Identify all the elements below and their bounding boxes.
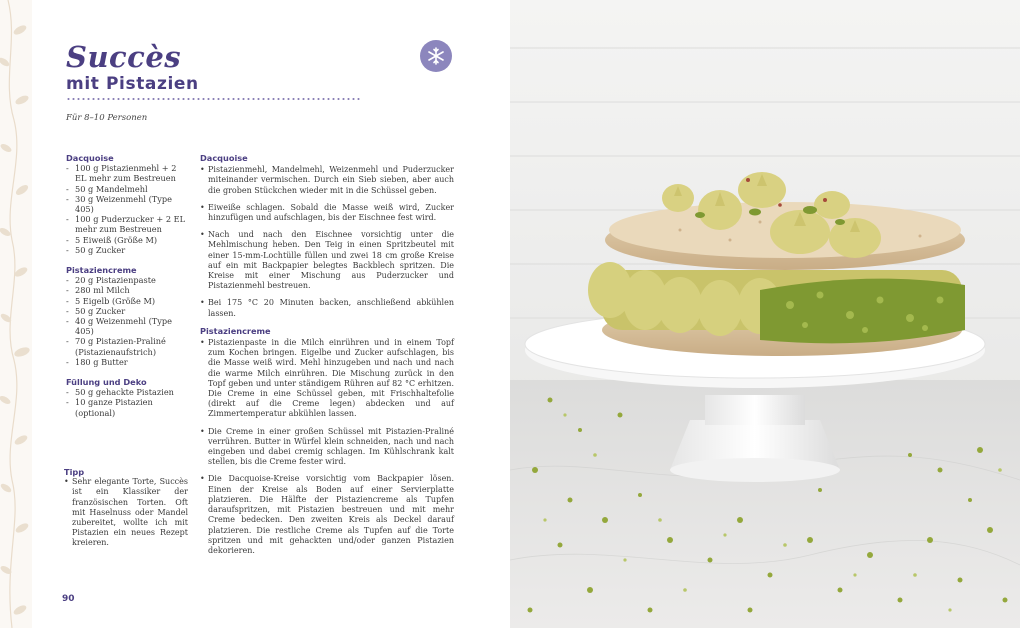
servings-note: Für 8–10 Personen (66, 113, 148, 123)
tip-box (64, 467, 188, 549)
recipe-subtitle: mit Pistazien (66, 74, 199, 94)
method-step: • Pistazienmehl, Mandelmehl, Weizenmehl und Puderzucker miteinander vermischen. Durch ein Sieb sieben, aber auch die groben Stückchen wieder mit in die Schüssel geben. (200, 165, 454, 196)
method-column (200, 153, 454, 563)
ingredient-item: - 50 g Zucker (66, 306, 190, 316)
ingredient-item: - 180 g Butter (66, 357, 190, 367)
ingredient-group (66, 377, 190, 418)
ingredient-group (66, 265, 190, 367)
ingredients-column (66, 153, 190, 428)
method-heading: Pistaziencreme (200, 325, 271, 336)
floral-border-decoration (0, 0, 32, 628)
ingredient-heading: Füllung und Deko (66, 377, 147, 388)
ingredient-item: - 40 g Weizenmehl (Type 405) (66, 316, 190, 336)
method-step: • Bei 175 °C 20 Minuten backen, anschließend abkühlen lassen. (200, 298, 454, 318)
method-heading: Dacquoise (200, 153, 248, 163)
ingredient-heading: Pistaziencreme (66, 265, 137, 276)
tip-heading: Tipp (64, 467, 85, 477)
ingredient-item: - 70 g Pistazien-Praliné (Pistazienaufstrich) (66, 336, 190, 356)
ingredient-item: - 10 ganze Pistazien (optional) (66, 397, 190, 417)
method-step: • Eiweiße schlagen. Sobald die Masse weiß wird, Zucker hinzufügen und aufschlagen, bis der Eischnee fest wird. (200, 203, 454, 223)
ingredient-item: - 20 g Pistazienpaste (66, 275, 190, 285)
ingredient-item: - 5 Eiweiß (Größe M) (66, 235, 190, 245)
ingredient-item: - 50 g gehackte Pistazien (66, 387, 190, 397)
method-step: • Nach und nach den Eischnee vorsichtig unter die Mehlmischung heben. Den Teig in einen Spritzbeutel mit einer 15-mm-Lochtülle füllen und zwei 18 cm große Kreise auf ein mit Backpapier belegtes Backblech spritzen. Die Kreise mit einer Mischung aus Puderzucker und Pistazienmehl bestreuen. (200, 230, 454, 291)
recipe-title: Succès (66, 40, 182, 74)
ingredient-item: - 50 g Zucker (66, 245, 190, 255)
ingredient-heading: Dacquoise (66, 153, 114, 163)
ingredient-item: - 280 ml Milch (66, 285, 190, 295)
method-step: • Die Creme in einer großen Schüssel mit Pistazien-Praliné verrühren. Butter in Würfel klein schneiden, nach und nach eingeben und dabei cremig schlagen. Im Kühlschrank kalt stellen, bis die Creme fester wird. (200, 427, 454, 468)
ingredient-item: - 30 g Weizenmehl (Type 405) (66, 194, 190, 214)
ingredient-item: - 5 Eigelb (Größe M) (66, 296, 190, 306)
ingredient-group (66, 153, 190, 255)
ingredient-item: - 50 g Mandelmehl (66, 184, 190, 194)
cake-photo (510, 0, 1020, 628)
method-step: • Die Dacquoise-Kreise vorsichtig vom Backpapier lösen. Einen der Kreise als Boden auf einer Servierplatte platzieren. Die Hälfte der Pistaziencreme als Tupfen daraufspritzen, mit Pistazien bestreuen und mit mehr Creme bedecken. Den zweiten Kreis als Deckel darauf platzieren. Die restliche Creme als Tupfen auf die Torte spritzen und mit gehackten und/oder ganzen Pistazien dekorieren. (200, 474, 454, 556)
dotted-divider (66, 98, 362, 100)
method-step: • Pistazienpaste in die Milch einrühren und in einem Topf zum Kochen bringen. Eigelbe und Zucker aufschlagen, bis die Masse weiß wird. Mehl hinzugeben und nach und nach die warme Milch einrühren. Die Mischung zurück in den Topf geben und unter ständigem Rühren auf 82 °C erhitzen. Die Creme in eine Schüssel geben, mit Frischhaltefolie (direkt auf die Creme legen) abdecken und auf Zimmertemperatur abkühlen lassen. (200, 338, 454, 420)
snowflake-icon (420, 40, 452, 72)
ingredient-item: - 100 g Pistazienmehl + 2 EL mehr zum Bestreuen (66, 163, 190, 183)
tip-text: • Sehr elegante Torte, Succès ist ein Klassiker der französischen Torten. Oft mit Haselnuss oder Mandel zubereitet, wollte ich mit Pistazien ein neues Rezept kreieren. (64, 477, 188, 548)
page-number: 90 (62, 594, 75, 604)
ingredient-item: - 100 g Puderzucker + 2 EL mehr zum Bestreuen (66, 214, 190, 234)
